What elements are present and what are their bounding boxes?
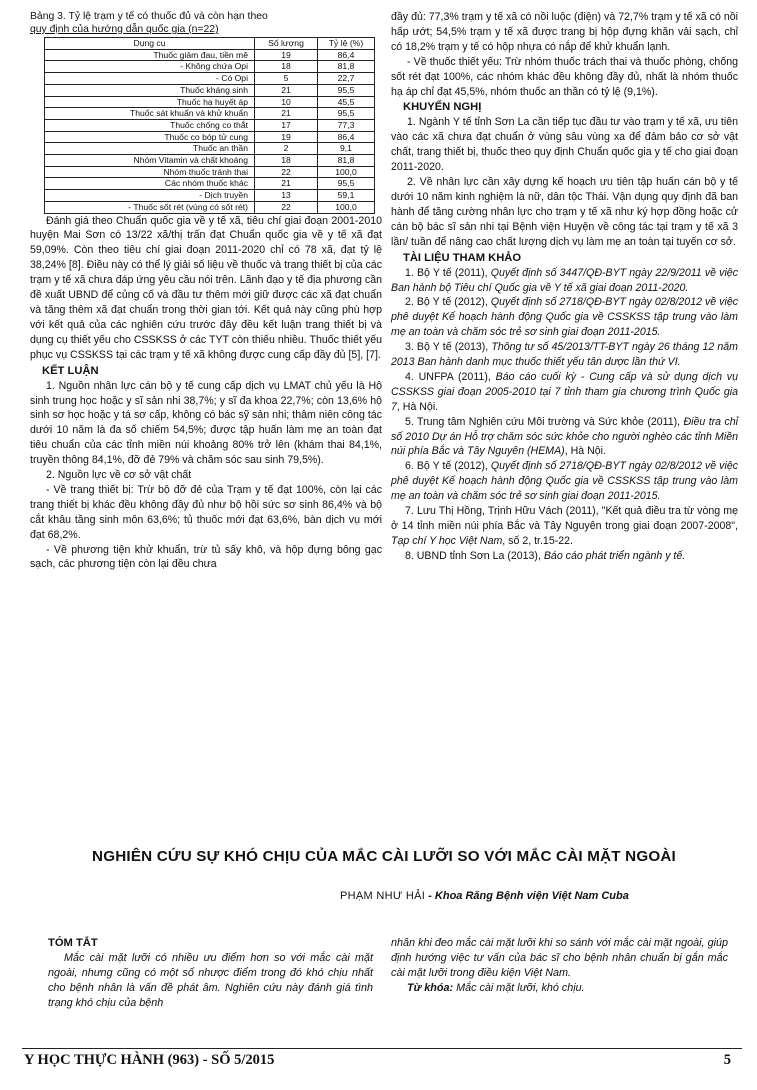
table-cell: 59,1	[318, 190, 375, 202]
reference-title: Thông tư số 45/2013/TT-BYT ngày 26 tháng 12 năm 2013 Ban hành danh mục thuốc thiết yếu tân dược lần thứ VI.	[391, 341, 738, 369]
reference-title: Quyết định số 2718/QĐ-BYT ngày 02/8/2012 về việc phê duyệt Kế hoạch hành động Quốc gia về CSSKSS tập trung vào làm mẹ an toàn và chăm sóc trẻ sơ sinh giai đoạn 2011-2015.	[391, 460, 739, 503]
table-cell: 95,5	[318, 84, 375, 96]
table-header-cell: Dụng cụ	[45, 38, 255, 50]
table-cell: 100,0	[318, 166, 375, 178]
reference-source: , số 2, tr.15-22.	[502, 534, 573, 547]
table-cell: Thuốc chống co thắt	[45, 119, 255, 131]
table-row	[45, 143, 375, 155]
table-cell: 45,5	[318, 96, 375, 108]
reference-author: 7. Lưu Thị Hồng, Trịnh Hữu Vách (2011), "Kết quả điều tra từ vòng mẹ ở 14 tỉnh miền núi phía Bắc và Tây Nguyên trong giai đoạn 2007-2008",	[391, 505, 738, 532]
drug-availability-table	[44, 37, 375, 214]
conclusion-heading: KẾT LUẬN	[42, 364, 99, 377]
reference-item	[391, 370, 738, 415]
left-column	[30, 10, 382, 572]
page-number: 5	[723, 1052, 731, 1068]
table-row	[45, 108, 375, 120]
table-cell: 86,4	[318, 49, 375, 61]
author-line	[340, 890, 629, 902]
table-caption-line: quy định của hướng dẫn quốc gia (n=22)	[30, 24, 219, 35]
reference-title: Tạp chí Y học Việt Nam	[391, 534, 503, 547]
table-cell: 81,8	[318, 61, 375, 73]
table-row	[45, 201, 375, 213]
table-cell: 5	[255, 73, 318, 85]
reference-title: Báo cáo cuối kỳ - Cung cấp và sử dụng dịch vụ CSSKSS giai đoạn 2005-2010 tại 7 tỉnh tham gia chương trình Quốc gia 7	[391, 370, 738, 413]
reference-author: 5. Trung tâm Nghiên cứu Môi trường và Sức khỏe (2011),	[405, 415, 684, 428]
table-row	[45, 61, 375, 73]
table-cell: 22	[255, 201, 318, 213]
conclusion-paragraph: - Về trang thiết bị: Trừ bộ đỡ đẻ của Trạm y tế đạt 100%, còn lại các trang thiết bị khác đều không đầy đủ như bộ hồi sức sơ sinh 86,4% và bộ cắt khâu tầng sinh môn 63,6%; tủ thuốc mới đạt 63,6%, bàn dịch vụ mới đạt 68,2%.	[30, 483, 382, 541]
table-cell: 77,3	[318, 119, 375, 131]
reference-item	[391, 295, 738, 340]
reference-source: , Hà Nội.	[564, 445, 606, 458]
evaluation-paragraph: Đánh giá theo Chuẩn quốc gia về y tế xã, tiêu chí giai đoạn 2001-2010 huyện Mai Sơn có 13/22 xã/thị trấn đạt Chuẩn quốc gia về y tế xã đạt 59,09%. Còn theo tiêu chí giai đoạn 2011-2020 chỉ có 78 xã, đạt tỷ lệ 38,24% [8]. Điều này có thể lý giải số liệu về thuốc và trang thiết bị của các trạm y tế xã chưa đáp ứng yêu cầu nói trên. Lãnh đạo y tế địa phương cần đề xuất UBND để củng cố và đầu tư thêm mới giữ được các xã đạt chuẩn và tăng thêm xã đạt chuẩn trong thời gian tới. Kết quả này cũng phù hợp với kết quả của các nghiên cứu trước đây đều kết luận trang thiết bị và dụng cụ thiết yếu cho CSSKSS ở các TYT còn thiếu nhiều. Thuốc thiết yếu phục vụ CSSKSS tại các trạm y tế xã không được cung cấp đầy đủ [5], [7].	[30, 214, 382, 361]
article-title: NGHIÊN CỨU SỰ KHÓ CHỊU CỦA MẮC CÀI LƯỠI SO VỚI MẮC CÀI MẶT NGOÀI	[92, 848, 676, 865]
table-row	[45, 190, 375, 202]
reference-title: Điều tra chỉ số 2010 Dự án Hỗ trợ chăm sóc sức khỏe cho người nghèo các tỉnh Miền núi phía Bắc và Tây Nguyên (HEMA)	[391, 415, 738, 458]
table-row	[45, 84, 375, 96]
table-row	[45, 119, 375, 131]
table-caption-line: Bảng 3. Tỷ lệ trạm y tế có thuốc đủ và còn hạn theo	[30, 11, 268, 22]
table-cell: Thuốc hạ huyết áp	[45, 96, 255, 108]
journal-footer: Y HỌC THỰC HÀNH (963) - SỐ 5/2015	[24, 1052, 275, 1068]
table-row	[45, 155, 375, 167]
table-cell: Nhóm thuốc tránh thai	[45, 166, 255, 178]
table-cell: 22	[255, 166, 318, 178]
table-cell: 21	[255, 178, 318, 190]
table-cell: 13	[255, 190, 318, 202]
reference-author: 4. UNFPA (2011),	[405, 370, 496, 383]
reference-item	[391, 504, 738, 549]
reference-title: Báo cáo phát triển ngành y tế.	[543, 549, 686, 562]
table-cell: Các nhóm thuốc khác	[45, 178, 255, 190]
conclusion-paragraph: 2. Nguồn lực về cơ sở vật chất	[46, 469, 192, 482]
table-cell: - Không chứa Opi	[45, 61, 255, 73]
table-cell: 21	[255, 108, 318, 120]
table-cell: Thuốc kháng sinh	[45, 84, 255, 96]
reference-title: Quyết định số 3447/QĐ-BYT ngày 22/9/2011 về việc Ban hành bộ Tiêu chí Quốc gia về Y tế xã giai đoạn 2011-2020.	[391, 266, 738, 294]
reference-source: , Hà Nội.	[396, 400, 439, 413]
table-header-cell: Tỷ lệ (%)	[318, 38, 375, 50]
keywords-label: Từ khóa:	[407, 982, 454, 994]
table-header-row	[45, 38, 375, 50]
table-cell: 81,8	[318, 155, 375, 167]
table-cell: 100,0	[318, 201, 375, 213]
reference-author: 1. Bộ Y tế (2011),	[405, 266, 491, 279]
abstract-text: Mắc cài mặt lưỡi có nhiều ưu điểm hơn so với mắc cài mặt ngoài, nhưng cũng có một số nhược điểm trong đó khó chịu nhất cho bệnh nhân là vấn đề phát âm. Nghiên cứu này đánh giá tình trạng khó chịu của bệnh	[48, 952, 373, 1009]
references-heading: TÀI LIỆU THAM KHẢO	[403, 251, 522, 264]
table-row	[45, 166, 375, 178]
abstract-heading: TÓM TẮT	[48, 937, 98, 949]
table-row	[45, 49, 375, 61]
table-cell: Thuốc sát khuẩn và khử khuẩn	[45, 108, 255, 120]
table-cell: 18	[255, 61, 318, 73]
reference-list	[391, 266, 738, 564]
conclusion-paragraph: - Về phương tiện khử khuẩn, trừ tủ sấy khô, và hộp đựng bông gạc sạch, các phương tiện còn lại đều chưa	[30, 543, 382, 571]
reference-author: 6. Bộ Y tế (2012),	[405, 460, 491, 473]
abstract-right	[391, 936, 728, 996]
table-cell: 19	[255, 131, 318, 143]
recommendation-paragraph: 2. Về nhân lực cần xây dựng kế hoạch ưu tiên tập huấn cán bộ y tế dưới 10 năm kinh nghiệm là nữ, dân tộc Thái. Vận dụng quy định đã ban hành để tăng cường nhân lực cho trạm y tế xã như ký hợp đồng hoặc cử cán bộ bác sĩ sản nhi tại Bệnh viện Huyện về công tác tại trạm y tế xã 3 lần/ tuần để nâng cao chất lượng dịch vụ làm mẹ an toàn tại tuyến cơ sở.	[391, 176, 738, 248]
table-header-cell: Số lượng	[255, 38, 318, 50]
reference-item	[391, 340, 738, 370]
reference-title: Quyết định số 2718/QĐ-BYT ngày 02/8/2012 về việc phê duyệt Kế hoạch hành động Quốc gia về CSSKSS tập trung vào làm mẹ an toàn và chăm sóc trẻ sơ sinh giai đoạn 2011-2015.	[391, 296, 739, 339]
drugs-paragraph: - Về thuốc thiết yếu: Trừ nhóm thuốc trách thai và thuốc phòng, chống sốt rét đạt 100%, các nhóm khác đều không đầy đủ, nhất là nhóm thuốc hạ áp chỉ đạt 45,5%, nhóm thuốc an thần có tỷ lệ (9,1%).	[391, 55, 738, 98]
table-cell: 95,5	[318, 108, 375, 120]
author-affiliation: - Khoa Răng Bệnh viện Việt Nam Cuba	[425, 890, 629, 902]
table-cell: - Có Opi	[45, 73, 255, 85]
table-cell: 10	[255, 96, 318, 108]
table-caption	[30, 10, 382, 36]
reference-author: 3. Bộ Y tế (2013),	[405, 341, 492, 354]
table-cell: 95,5	[318, 178, 375, 190]
table-cell: 2	[255, 143, 318, 155]
table-row	[45, 96, 375, 108]
recommendation-heading: KHUYẾN NGHỊ	[403, 101, 482, 114]
keywords-line	[391, 981, 728, 996]
reference-item	[391, 266, 738, 296]
footer-divider	[22, 1048, 742, 1049]
abstract-text: nhân khi đeo mắc cài mặt lưỡi khi so sánh với mắc cài mặt ngoài, giúp định hướng việc tư vấn của bác sĩ cho bệnh nhân chuẩn bị gắn mắc cài mặt lưỡi trong điều kiện Việt Nam.	[391, 937, 728, 979]
table-cell: Thuốc giảm đau, tiền mê	[45, 49, 255, 61]
table-cell: 22,7	[318, 73, 375, 85]
reference-author: 8. UBND tỉnh Sơn La (2013),	[405, 549, 544, 562]
table-row	[45, 131, 375, 143]
table-cell: 86,4	[318, 131, 375, 143]
reference-item	[391, 415, 738, 460]
table-row	[45, 178, 375, 190]
table-row	[45, 73, 375, 85]
conclusion-paragraph: 1. Nguồn nhân lực cán bộ y tế cung cấp dịch vụ LMAT chủ yếu là Hộ sinh trung học hoặc y sĩ sản nhi 38,7%; y sĩ đa khoa 22,7%; còn 13,6% hộ sinh sơ học hoặc y tá sơ cấp, không có bác sỹ sản nhi; thâm niên công tác dưới 10 năm là đa số chiếm 54,5%; được tập huấn làm mẹ an toàn đạt tiêu chuẩn của các tỉnh miền núi khoảng 80% trở lên (khám thai 84,1%, truyền thông 84,1%, đỡ đẻ 79% và chăm sóc sau sinh 79,5%).	[30, 379, 382, 467]
table-cell: 21	[255, 84, 318, 96]
right-column	[391, 10, 738, 564]
reference-item	[391, 459, 738, 504]
table-cell: 17	[255, 119, 318, 131]
table-cell: Nhóm Vitamin và chất khoáng	[45, 155, 255, 167]
table-cell: 18	[255, 155, 318, 167]
table-cell: Thuốc an thần	[45, 143, 255, 155]
table-cell: 19	[255, 49, 318, 61]
reference-author: 2. Bộ Y tế (2012),	[405, 296, 491, 309]
reference-item	[391, 549, 738, 564]
author-name: PHẠM NHƯ HẢI	[340, 890, 426, 902]
table-cell: 9,1	[318, 143, 375, 155]
table-cell: - Thuốc sốt rét (vùng có sốt rét)	[45, 201, 255, 213]
keywords-text: Mắc cài mặt lưỡi, khó chịu.	[453, 982, 585, 994]
recommendation-paragraph: 1. Ngành Y tế tỉnh Sơn La cần tiếp tục đầu tư vào trạm y tế xã, ưu tiên vào các xã chưa đạt chuẩn ở vùng sâu vùng xa để đảm bảo cơ sở vật chất, trang thiết bị, thuốc theo quy định Chuẩn quốc gia y tế cho giai đoạn 2011-2020.	[391, 116, 738, 174]
continued-paragraph: đầy đủ: 77,3% trạm y tế xã có nồi luộc (điện) và 72,7% trạm y tế xã có nồi hấp ướt; 54,5% trạm y tế xã được trang bị hộp đựng khăn vải sạch, chỉ có 18,2% trạm y tế có hộp nhựa có nắp để khử khuẩn lạnh.	[391, 11, 738, 53]
table-cell: - Dịch truyền	[45, 190, 255, 202]
abstract-left	[48, 936, 373, 1011]
table-cell: Thuốc co bóp tử cung	[45, 131, 255, 143]
